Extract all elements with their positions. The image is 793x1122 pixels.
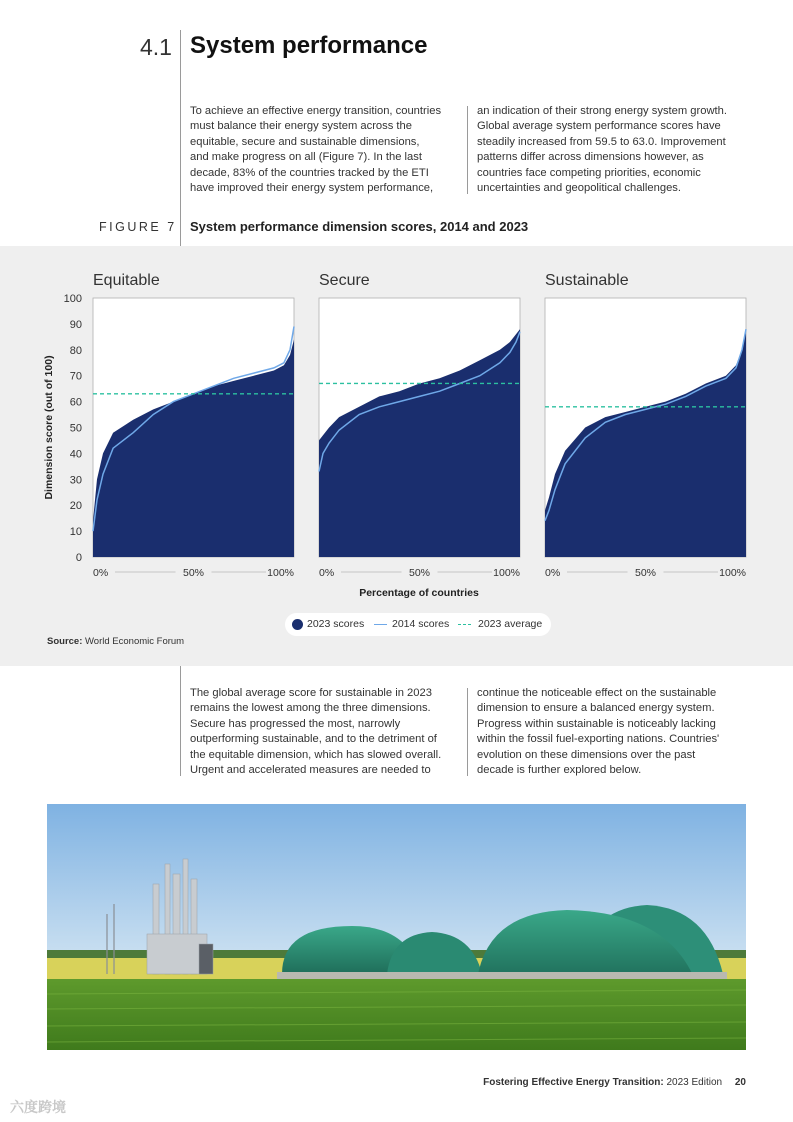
text-line: Urgent and accelerated measures are needed to bbox=[190, 764, 431, 777]
text-line: Progress within sustainable is noticeably lacking bbox=[477, 717, 716, 730]
column-divider bbox=[467, 688, 468, 776]
y-tick-label: 50 bbox=[69, 422, 82, 435]
y-tick-label: 70 bbox=[69, 370, 82, 383]
outro-col-2 bbox=[477, 686, 757, 778]
y-tick-label: 80 bbox=[69, 344, 82, 357]
x-tick-label: 100% bbox=[719, 567, 746, 579]
y-tick-label: 90 bbox=[69, 318, 82, 331]
x-tick-label: 50% bbox=[634, 567, 657, 579]
x-axis-label: Percentage of countries bbox=[359, 587, 479, 599]
text-line: decade is further explored below. bbox=[477, 764, 642, 777]
y-tick-label: 60 bbox=[69, 396, 82, 409]
text-line: the equitable dimension, which has slowed overall. bbox=[190, 748, 442, 761]
text-line: outperforming sustainable, and to the detriment of bbox=[190, 733, 437, 746]
text-line: uncertainties and geopolitical challenges. bbox=[477, 182, 681, 195]
dimension-scores-chart bbox=[0, 246, 793, 666]
legend-average-swatch bbox=[458, 624, 471, 625]
legend-2014-swatch bbox=[374, 624, 387, 625]
x-tick-label: 0% bbox=[319, 567, 335, 579]
watermark: 六度跨境 bbox=[10, 1099, 66, 1115]
y-tick-label: 40 bbox=[69, 448, 82, 461]
panel-title: Sustainable bbox=[545, 272, 629, 289]
photo-illustration bbox=[47, 804, 746, 1050]
x-tick-label: 0% bbox=[545, 567, 561, 579]
text-line: continue the noticeable effect on the sustainable bbox=[477, 687, 717, 699]
figure-title: System performance dimension scores, 2014 and 2023 bbox=[190, 219, 529, 234]
legend-2014-label: 2014 scores bbox=[392, 618, 450, 630]
text-line: and make progress on all (Figure 7). In the last bbox=[190, 151, 422, 164]
y-tick-label: 30 bbox=[69, 474, 82, 487]
column-divider bbox=[467, 106, 468, 194]
x-tick-label: 100% bbox=[493, 567, 520, 579]
y-axis-label: Dimension score (out of 100) bbox=[43, 355, 55, 500]
figure-source bbox=[47, 636, 184, 647]
text-line: Secure has progressed the most, narrowly bbox=[190, 717, 401, 730]
text-line: an indication of their strong energy system growth. bbox=[477, 105, 727, 117]
legend-2023-swatch bbox=[292, 619, 303, 630]
legend-2023-label: 2023 scores bbox=[307, 618, 365, 630]
text-line: equitable, secure and sustainable dimensions, bbox=[190, 135, 420, 148]
y-tick-label: 10 bbox=[69, 526, 82, 539]
text-line: evolution on these dimensions over the past bbox=[477, 748, 696, 761]
text-line: To achieve an effective energy transition, countries bbox=[190, 105, 442, 117]
text-line: have improved their energy system performance, bbox=[190, 182, 434, 195]
biogas-plant-photo bbox=[47, 804, 746, 1050]
source-text: World Economic Forum bbox=[85, 636, 185, 647]
y-tick-label: 100 bbox=[63, 293, 82, 305]
y-tick-label: 20 bbox=[69, 500, 82, 513]
text-line: must balance their energy system across the bbox=[190, 120, 412, 133]
y-tick-label: 0 bbox=[75, 552, 82, 564]
page-number: 20 bbox=[734, 1077, 746, 1088]
text-line: dimension to ensure a balanced energy system. bbox=[477, 702, 715, 715]
x-tick-label: 50% bbox=[408, 567, 431, 579]
figure-label: FIGURE 7 bbox=[99, 220, 177, 234]
grass-field bbox=[47, 979, 746, 1050]
page-footer bbox=[0, 1077, 746, 1088]
text-line: The global average score for sustainable in 2023 bbox=[190, 687, 432, 699]
text-line: patterns differ across dimensions however, as bbox=[477, 151, 704, 164]
x-tick-label: 50% bbox=[182, 567, 205, 579]
source-label: Source: bbox=[47, 636, 83, 647]
text-line: steadily increased from 59.5 to 63.0. Improvement bbox=[477, 135, 726, 148]
heading-divider bbox=[180, 30, 181, 246]
text-line: countries face competing priorities, economic bbox=[477, 166, 701, 179]
intro-col-2 bbox=[477, 104, 757, 196]
text-line: within the fossil fuel-exporting nations. Countries' bbox=[477, 733, 720, 746]
panel-title: Secure bbox=[319, 272, 370, 289]
panel-title: Equitable bbox=[93, 272, 160, 289]
footer-report: Fostering Effective Energy Transition: bbox=[483, 1077, 664, 1088]
footer-edition: 2023 Edition bbox=[666, 1077, 723, 1088]
legend-average-label: 2023 average bbox=[478, 618, 543, 630]
x-tick-label: 0% bbox=[93, 567, 109, 579]
outro-left-divider bbox=[180, 666, 181, 776]
section-number: 4.1 bbox=[140, 34, 172, 60]
text-line: Global average system performance scores have bbox=[477, 120, 721, 133]
intro-col-1 bbox=[190, 104, 458, 196]
outro-col-1 bbox=[190, 686, 458, 778]
text-line: remains the lowest among the three dimensions. bbox=[190, 702, 431, 715]
x-tick-label: 100% bbox=[267, 567, 294, 579]
section-title: System performance bbox=[190, 32, 428, 59]
text-line: decade, 83% of the countries tracked by the ETI bbox=[190, 166, 429, 179]
